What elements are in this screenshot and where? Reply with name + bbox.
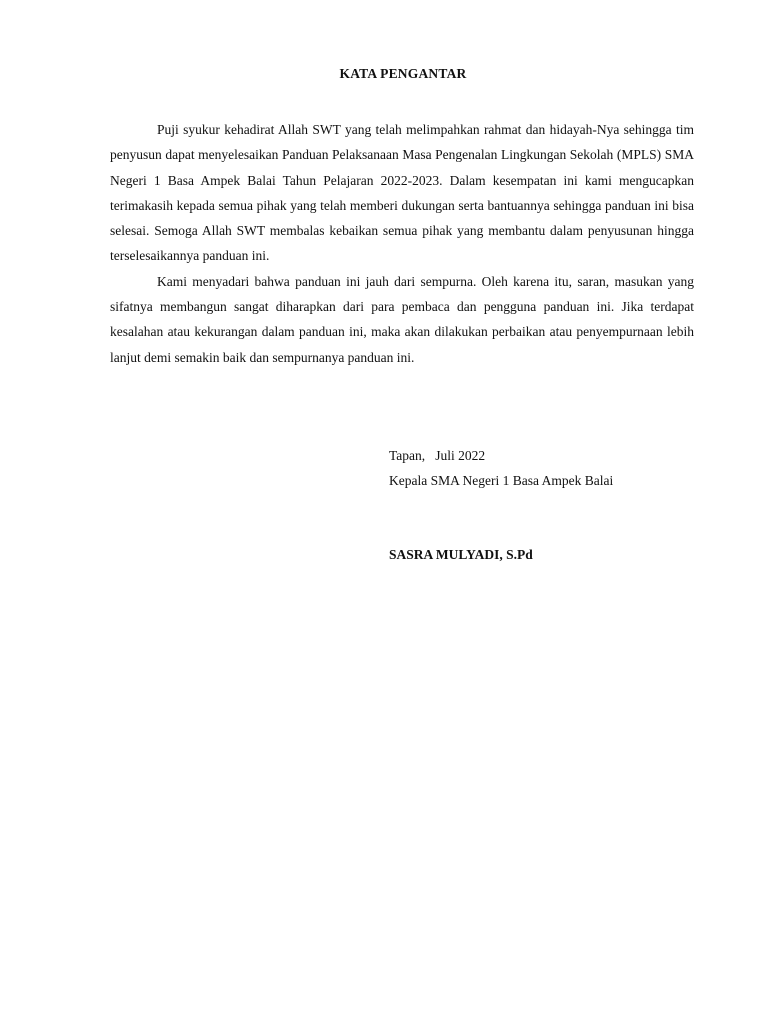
place-date: Tapan, Juli 2022 — [389, 448, 486, 463]
paragraph-gratitude: Puji syukur kehadirat Allah SWT yang telah melimpahkan rahmat dan hidayah-Nya sehingga tim penyusun dapat menyelesaikan Panduan Pelaksanaan Masa Pengenalan Lingkungan Sekolah (MPLS) SMA Negeri 1 Basa Ampek Balai Tahun Pelajaran 2022-2023. Dalam kesempatan ini kami mengucapkan terimakasih kepada semua pihak yang telah memberi dukungan serta bantuannya sehingga panduan ini bisa selesai. Semoga Allah SWT membalas kebaikan semua pihak yang membantu dalam penyusunan hingga terselesaikannya panduan ini. — [110, 122, 694, 264]
signer-position: Kepala SMA Negeri 1 Basa Ampek Balai — [389, 473, 614, 488]
document-body — [110, 117, 694, 370]
document-title: KATA PENGANTAR — [339, 66, 467, 81]
signer-name: SASRA MULYADI, S.Pd — [389, 547, 533, 562]
closing-block — [389, 443, 613, 493]
paragraph-acknowledgement: Kami menyadari bahwa panduan ini jauh dari sempurna. Oleh karena itu, saran, masukan yang sifatnya membangun sangat diharapkan dari para pembaca dan pengguna panduan ini. Jika terdapat kesalahan atau kekurangan dalam panduan ini, maka akan dilakukan perbaikan atau penyempurnaan lebih lanjut demi semakin baik dan sempurnanya panduan ini. — [110, 273, 694, 365]
